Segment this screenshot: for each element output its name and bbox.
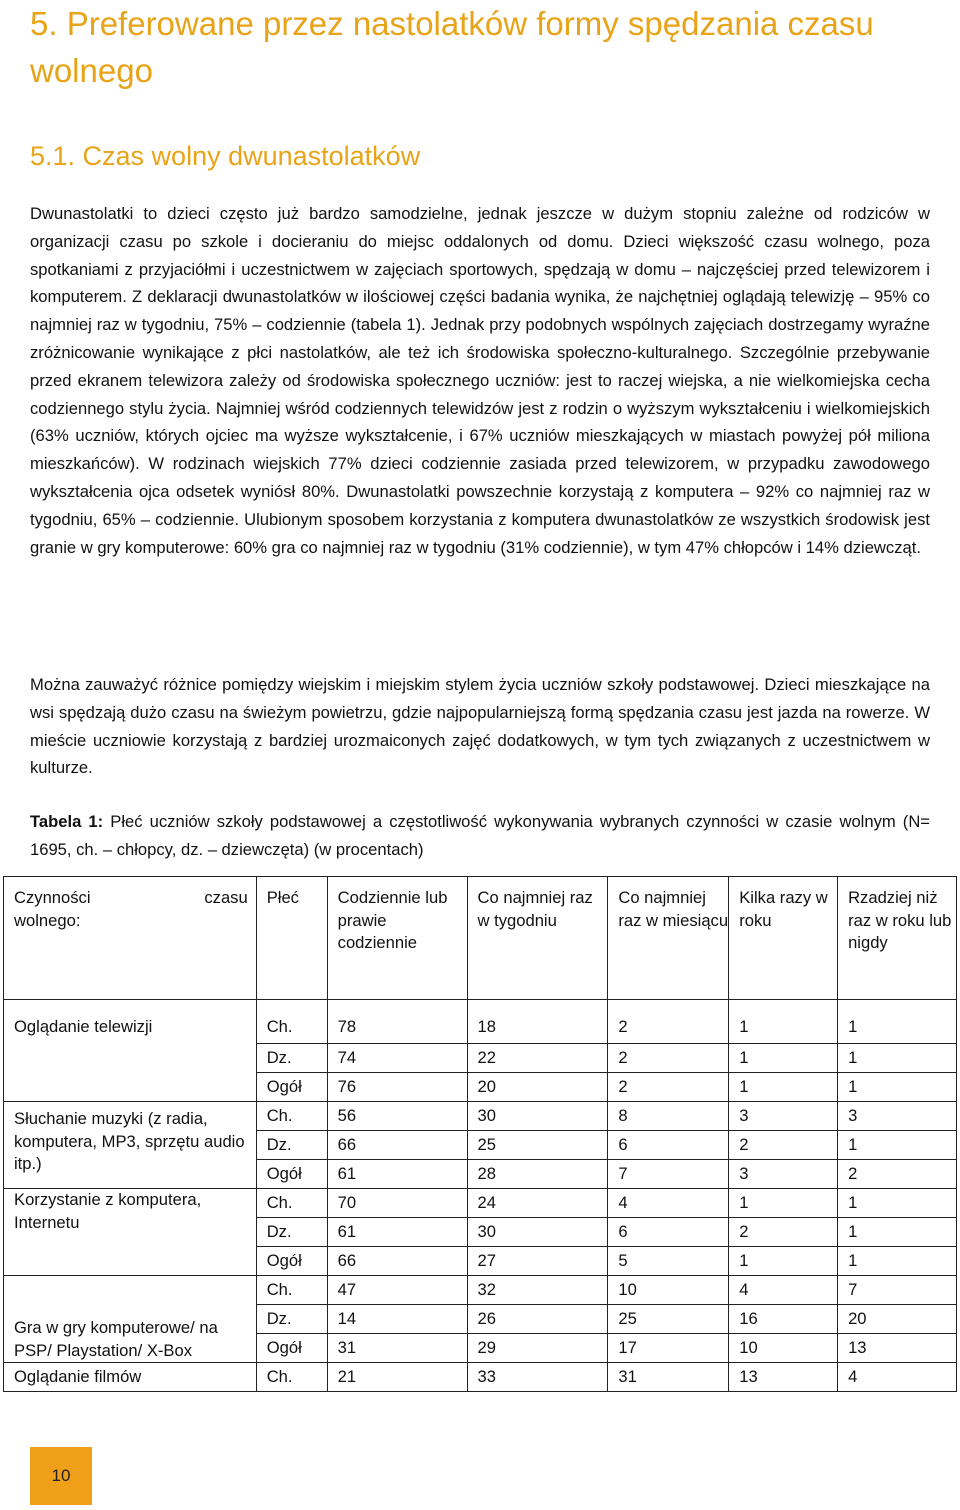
table-caption-text: Płeć uczniów szkoły podstawowej a częstotliwość wykonywania wybranych czynności w czasie wolnym (N= 1695, ch. – chłopcy, dz. – dziewczęta) (w procentach) bbox=[30, 812, 930, 859]
sex-cell: Ch. bbox=[256, 1189, 327, 1218]
sex-cell: Ch. bbox=[256, 1276, 327, 1305]
value-cell: 30 bbox=[467, 1218, 608, 1247]
table-header-row bbox=[4, 877, 957, 1000]
value-cell: 18 bbox=[467, 1000, 608, 1044]
sex-cell: Ogół bbox=[256, 1247, 327, 1276]
chapter-heading: 5. Preferowane przez nastolatków formy spędzania czasu wolnego bbox=[30, 5, 874, 89]
header-col-3: Co najmniej raz w miesiącu bbox=[608, 877, 729, 1000]
value-cell: 25 bbox=[467, 1131, 608, 1160]
value-cell: 26 bbox=[467, 1305, 608, 1334]
value-cell: 14 bbox=[327, 1305, 467, 1334]
value-cell: 21 bbox=[327, 1363, 467, 1392]
value-cell: 1 bbox=[729, 1247, 838, 1276]
header-col-4: Kilka razy w roku bbox=[729, 877, 838, 1000]
value-cell: 28 bbox=[467, 1160, 608, 1189]
value-cell: 6 bbox=[608, 1131, 729, 1160]
value-cell: 27 bbox=[467, 1247, 608, 1276]
value-cell: 31 bbox=[608, 1363, 729, 1392]
value-cell: 1 bbox=[838, 1073, 957, 1102]
frequency-table bbox=[3, 876, 957, 1392]
value-cell: 17 bbox=[608, 1334, 729, 1363]
value-cell: 20 bbox=[467, 1073, 608, 1102]
value-cell: 7 bbox=[608, 1160, 729, 1189]
value-cell: 1 bbox=[838, 1247, 957, 1276]
body-paragraph-1: Dwunastolatki to dzieci często już bardzo samodzielne, jednak jeszcze w dużym stopniu zależne od rodziców w organizacji czasu po szkole i docieraniu do miejsc oddalonych od domu. Dzieci większość czasu wolnego, poza spotkaniami z przyjaciółmi i uczestnictwem w zajęciach sportowych, spędzają w domu – najczęściej przed telewizorem i komputerem. Z deklaracji dwunastolatków w ilościowej części badania wynika, że najchętniej oglądają telewizję – 95% co najmniej raz w tygodniu, 75% – codziennie (tabela 1). Jednak przy podobnych wspólnych zajęciach dostrzegamy wyraźne zróżnicowanie wynikające z płci nastolatków, ale też ich środowiska społeczno-kulturalnego. Szczególnie przebywanie przed ekranem telewizora zależy od środowiska społecznego uczniów: jest to raczej wiejska, a nie wielkomiejska cecha codziennego stylu życia. Najmniej wśród codziennych telewidzów jest z rodzin o wyższym wykształceniu i wielkomiejskich (63% uczniów, których ojciec ma wyższe wykształcenie, i 67% uczniów mieszkających w miastach powyżej pół miliona mieszkańców). W rodzinach wiejskich 77% dzieci codziennie zasiada przed telewizorem, w przypadku zawodowego wykształcenia ojca odsetek wyniósł 80%. Dwunastolatki powszechnie korzystają z komputera – 92% co najmniej raz w tygodniu, 65% – codziennie. Ulubionym sposobem korzystania z komputera dwunastolatków ze wszystkich środowisk jest granie w gry komputerowe: 60% gra co najmniej raz w tygodniu (31% codziennie), w tym 47% chłopców i 14% dziewcząt. bbox=[30, 204, 930, 557]
value-cell: 16 bbox=[729, 1305, 838, 1334]
value-cell: 66 bbox=[327, 1247, 467, 1276]
value-cell: 1 bbox=[838, 1131, 957, 1160]
table-row bbox=[4, 1000, 957, 1044]
value-cell: 32 bbox=[467, 1276, 608, 1305]
value-cell: 4 bbox=[838, 1363, 957, 1392]
table-caption-label: Tabela 1: bbox=[30, 812, 104, 831]
value-cell: 2 bbox=[608, 1000, 729, 1044]
value-cell: 1 bbox=[729, 1073, 838, 1102]
value-cell: 61 bbox=[327, 1160, 467, 1189]
activity-cell: Oglądanie filmów bbox=[4, 1363, 257, 1392]
value-cell: 29 bbox=[467, 1334, 608, 1363]
header-activity-part-2: czasu bbox=[204, 888, 248, 907]
header-col-5: Rzadziej niż raz w roku lub nigdy bbox=[838, 877, 957, 1000]
value-cell: 30 bbox=[467, 1102, 608, 1131]
sex-cell: Dz. bbox=[256, 1131, 327, 1160]
value-cell: 2 bbox=[729, 1218, 838, 1247]
value-cell: 76 bbox=[327, 1073, 467, 1102]
header-activity-part-1: Czynności bbox=[14, 888, 91, 907]
table-row bbox=[4, 1363, 957, 1392]
value-cell: 1 bbox=[838, 1044, 957, 1073]
sex-cell: Dz. bbox=[256, 1044, 327, 1073]
value-cell: 47 bbox=[327, 1276, 467, 1305]
value-cell: 2 bbox=[608, 1044, 729, 1073]
header-sex: Płeć bbox=[256, 877, 327, 1000]
value-cell: 78 bbox=[327, 1000, 467, 1044]
value-cell: 4 bbox=[729, 1276, 838, 1305]
value-cell: 74 bbox=[327, 1044, 467, 1073]
sex-cell: Ch. bbox=[256, 1363, 327, 1392]
value-cell: 25 bbox=[608, 1305, 729, 1334]
sex-cell: Dz. bbox=[256, 1305, 327, 1334]
value-cell: 10 bbox=[729, 1334, 838, 1363]
value-cell: 24 bbox=[467, 1189, 608, 1218]
value-cell: 6 bbox=[608, 1218, 729, 1247]
value-cell: 1 bbox=[729, 1189, 838, 1218]
header-activity-part-3: wolnego: bbox=[14, 910, 81, 930]
table-row bbox=[4, 1189, 957, 1218]
sex-cell: Ogół bbox=[256, 1160, 327, 1189]
header-activity bbox=[4, 877, 257, 1000]
value-cell: 20 bbox=[838, 1305, 957, 1334]
value-cell: 1 bbox=[838, 1218, 957, 1247]
value-cell: 7 bbox=[838, 1276, 957, 1305]
header-col-2: Co najmniej raz w tygodniu bbox=[467, 877, 608, 1000]
table-row bbox=[4, 1102, 957, 1131]
value-cell: 2 bbox=[729, 1131, 838, 1160]
value-cell: 2 bbox=[838, 1160, 957, 1189]
activity-cell: Gra w gry komputerowe/ na PSP/ Playstation/ X-Box bbox=[4, 1276, 257, 1363]
activity-cell: Oglądanie telewizji bbox=[4, 1000, 257, 1102]
activity-cell: Słuchanie muzyki (z radia, komputera, MP3, sprzętu audio itp.) bbox=[4, 1102, 257, 1189]
value-cell: 61 bbox=[327, 1218, 467, 1247]
value-cell: 2 bbox=[608, 1073, 729, 1102]
sex-cell: Ch. bbox=[256, 1000, 327, 1044]
body-paragraph-2: Można zauważyć różnice pomiędzy wiejskim i miejskim stylem życia uczniów szkoły podstawowej. Dzieci mieszkające na wsi spędzają dużo czasu na świeżym powietrzu, gdzie najpopularniejszą formą spędzania czasu jest jazda na rowerze. W mieście uczniowie korzystają z bardziej urozmaiconych zajęć dodatkowych, w tym tych związanych z uczestnictwem w kulturze. bbox=[30, 675, 930, 778]
page-number-box bbox=[30, 1447, 92, 1505]
value-cell: 3 bbox=[729, 1160, 838, 1189]
section-heading: 5.1. Czas wolny dwunastolatków bbox=[30, 141, 421, 171]
value-cell: 5 bbox=[608, 1247, 729, 1276]
value-cell: 70 bbox=[327, 1189, 467, 1218]
value-cell: 8 bbox=[608, 1102, 729, 1131]
table-row bbox=[4, 1276, 957, 1305]
value-cell: 3 bbox=[838, 1102, 957, 1131]
sex-cell: Ogół bbox=[256, 1073, 327, 1102]
value-cell: 13 bbox=[838, 1334, 957, 1363]
value-cell: 33 bbox=[467, 1363, 608, 1392]
page-number: 10 bbox=[51, 1466, 71, 1485]
value-cell: 3 bbox=[729, 1102, 838, 1131]
value-cell: 56 bbox=[327, 1102, 467, 1131]
table-caption bbox=[30, 808, 930, 864]
value-cell: 13 bbox=[729, 1363, 838, 1392]
value-cell: 1 bbox=[838, 1189, 957, 1218]
value-cell: 4 bbox=[608, 1189, 729, 1218]
value-cell: 1 bbox=[729, 1000, 838, 1044]
value-cell: 1 bbox=[838, 1000, 957, 1044]
value-cell: 22 bbox=[467, 1044, 608, 1073]
sex-cell: Dz. bbox=[256, 1218, 327, 1247]
activity-cell: Korzystanie z komputera, Internetu bbox=[4, 1189, 257, 1276]
value-cell: 1 bbox=[729, 1044, 838, 1073]
value-cell: 66 bbox=[327, 1131, 467, 1160]
sex-cell: Ogół bbox=[256, 1334, 327, 1363]
value-cell: 31 bbox=[327, 1334, 467, 1363]
value-cell: 10 bbox=[608, 1276, 729, 1305]
header-col-1: Codziennie lub prawie codziennie bbox=[327, 877, 467, 1000]
sex-cell: Ch. bbox=[256, 1102, 327, 1131]
